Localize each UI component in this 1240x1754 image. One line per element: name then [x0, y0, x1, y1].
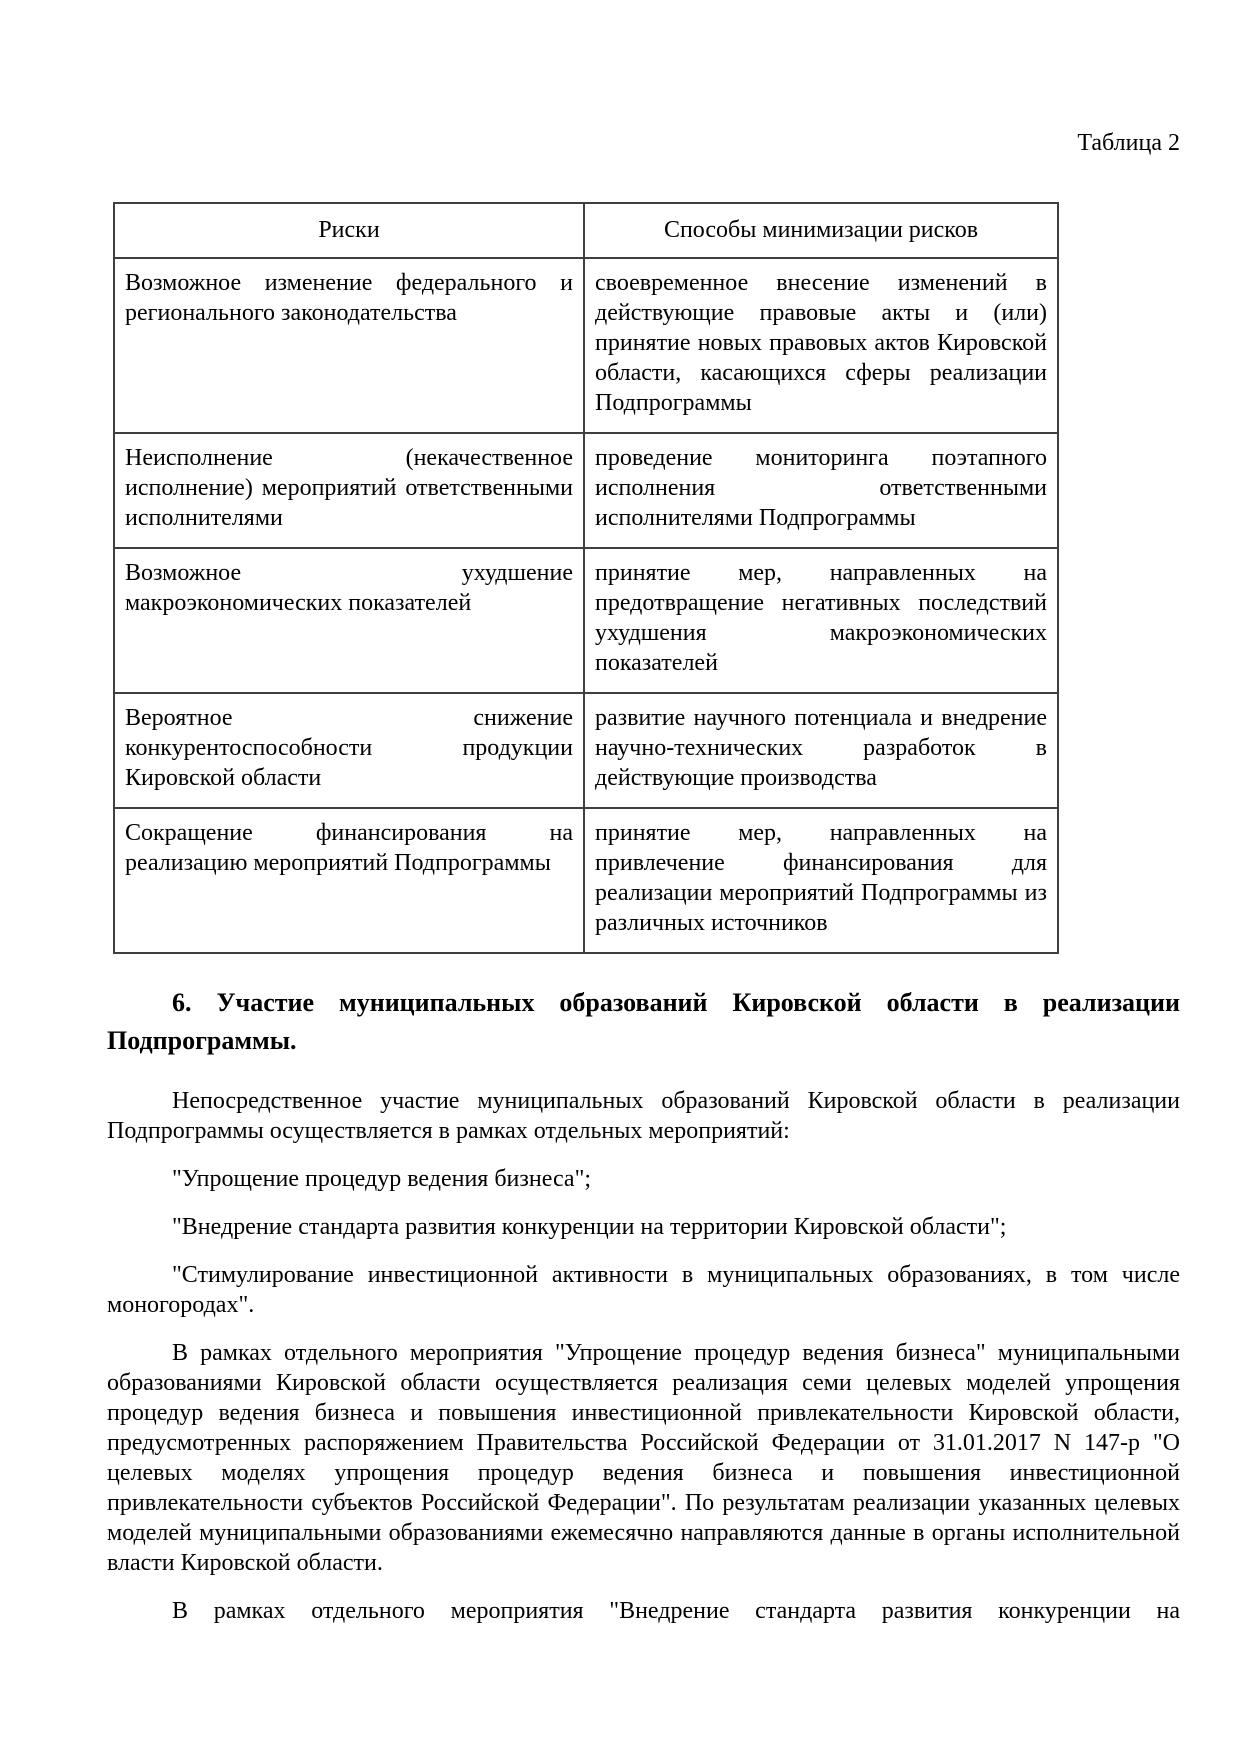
mitigation-column-header: Способы минимизации рисков — [584, 203, 1058, 258]
mitigation-cell: проведение мониторинга поэтапного исполнения ответственными исполнителями Подпрограммы — [584, 433, 1058, 548]
table-row — [114, 808, 1058, 953]
paragraph-measure-business: "Упрощение процедур ведения бизнеса"; — [172, 1166, 592, 1192]
table-header-row — [114, 203, 1058, 258]
table-row — [114, 548, 1058, 693]
mitigation-cell: своевременное внесение изменений в действующие правовые акты и (или) принятие новых правовых актов Кировской области, касающихся сферы реализации Подпрограммы — [584, 258, 1058, 433]
paragraph-measure-investment: "Стимулирование инвестиционной активности в муниципальных образованиях, в том числе моногородах". — [107, 1262, 1180, 1318]
paragraph-measure-competition: "Внедрение стандарта развития конкуренции на территории Кировской области"; — [172, 1214, 1007, 1240]
paragraph-competition-detail-cutoff: В рамках отдельного мероприятия "Внедрение стандарта развития конкуренции на — [172, 1598, 1180, 1624]
paragraph-intro: Непосредственное участие муниципальных образований Кировской области в реализации Подпрограммы осуществляется в рамках отдельных мероприятий: — [107, 1088, 1180, 1144]
mitigation-cell: принятие мер, направленных на предотвращение негативных последствий ухудшения макроэкономических показателей — [584, 548, 1058, 693]
paragraph-business-detail: В рамках отдельного мероприятия "Упрощение процедур ведения бизнеса" муниципальными образованиями Кировской области осуществляется реализация семи целевых моделей упрощения процедур ведения бизнеса и повышения инвестиционной привлекательности Кировской области, предусмотренных распоряжением Правительства Российской Федерации от 31.01.2017 N 147-р "О целевых моделях упрощения процедур ведения бизнеса и повышения инвестиционной привлекательности субъектов Российской Федерации". По результатам реализации указанных целевых моделей муниципальными образованиями ежемесячно направляются данные в органы исполнительной власти Кировской области. — [107, 1340, 1180, 1576]
risks-table — [113, 202, 1059, 954]
mitigation-cell: принятие мер, направленных на привлечение финансирования для реализации мероприятий Подпрограммы из различных источников — [584, 808, 1058, 953]
risk-cell: Возможное изменение федерального и регионального законодательства — [114, 258, 584, 433]
risk-cell: Возможное ухудшение макроэкономических показателей — [114, 548, 584, 693]
table-row — [114, 693, 1058, 808]
table-row — [114, 433, 1058, 548]
mitigation-cell: развитие научного потенциала и внедрение научно-технических разработок в действующие производства — [584, 693, 1058, 808]
table-row — [114, 258, 1058, 433]
table-caption: Таблица 2 — [1077, 130, 1180, 156]
risk-cell: Сокращение финансирования на реализацию мероприятий Подпрограммы — [114, 808, 584, 953]
risk-cell: Вероятное снижение конкурентоспособности продукции Кировской области — [114, 693, 584, 808]
section-heading: 6. Участие муниципальных образований Кировской области в реализации Подпрограммы. — [107, 988, 1180, 1055]
risks-column-header: Риски — [114, 203, 584, 258]
risk-cell: Неисполнение (некачественное исполнение) мероприятий ответственными исполнителями — [114, 433, 584, 548]
